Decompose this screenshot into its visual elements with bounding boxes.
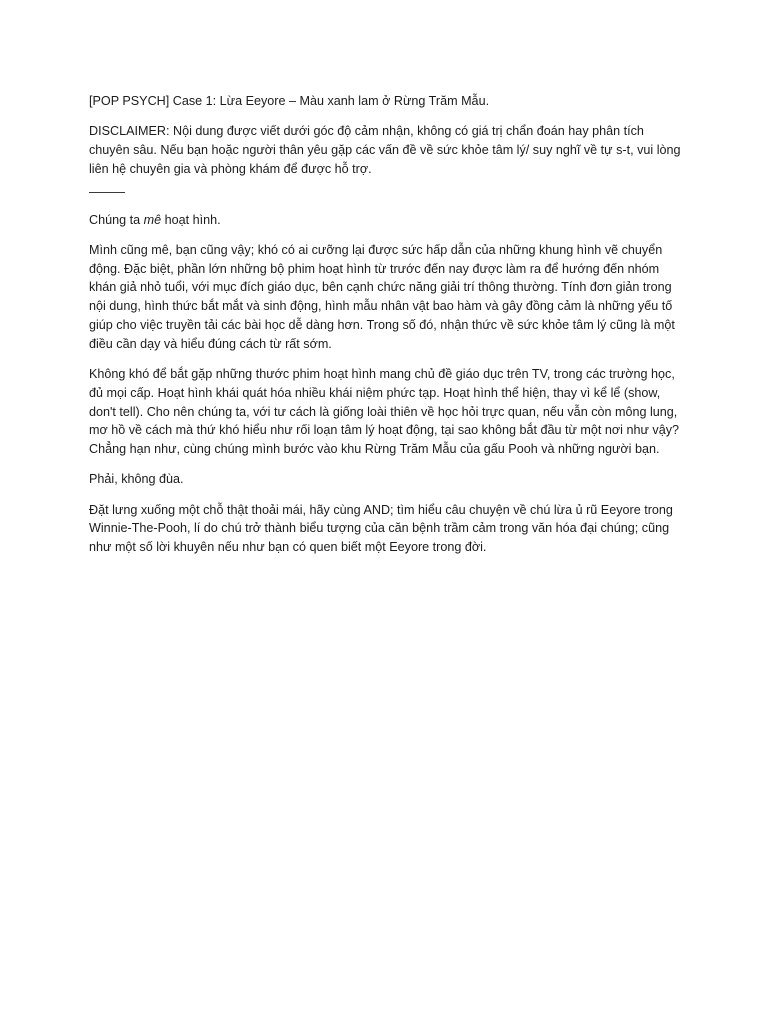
disclaimer-paragraph: DISCLAIMER: Nội dung được viết dưới góc độ cảm nhận, không có giá trị chẩn đoán hay phân tích chuyên sâu. Nếu bạn hoặc người thân yêu gặp các vấn đề về sức khỏe tâm lý/ suy nghĩ về tự s-t, vui lòng liên hệ chuyên gia và phòng khám để được hỗ trợ. [89,124,681,176]
intro-line [89,211,681,230]
short-line-not-joking: Phải, không đùa. [89,472,184,487]
paragraph-eeyore-story: Đặt lưng xuống một chỗ thật thoải mái, hãy cùng AND; tìm hiểu câu chuyện về chú lừa ủ rũ Eeyore trong Winnie-The-Pooh, lí do chú trở thành biểu tượng của căn bệnh trầm cảm trong văn hóa đại chúng; cũng như một số lời khuyên nếu như bạn có quen biết một Eeyore trong đời. [89,502,673,555]
document-title: [POP PSYCH] Case 1: Lừa Eeyore – Màu xanh lam ở Rừng Trăm Mẫu. [89,94,490,108]
document-body [89,92,681,568]
intro-text-before: Chúng ta [89,212,144,227]
intro-text-after: hoạt hình. [161,212,221,227]
section-divider [89,192,125,193]
paragraph-cartoon-appeal: Mình cũng mê, bạn cũng vậy; khó có ai cưỡng lại được sức hấp dẫn của những khung hình vẽ chuyển động. Đặc biệt, phần lớn những bộ phim hoạt hình từ trước đến nay được làm ra để hướng đến nhóm khán giả nhỏ tuổi, với mục đích giáo dục, bên cạnh chức năng giải trí thông thường. Tính đơn giản trong nội dung, hình thức bắt mắt và sinh động, hình mẫu nhân vật bao hàm và gây đồng cảm là những yếu tố giúp cho việc truyền tải các bài học dễ dàng hơn. Trong số đó, nhận thức về sức khỏe tâm lý cũng là một điều cần dạy và hiểu đúng cách từ rất sớm. [89,242,675,351]
intro-emphasis: mê [143,212,162,227]
paragraph-educational-cartoons: Không khó để bắt gặp những thước phim hoạt hình mang chủ đề giáo dục trên TV, trong các trường học, đủ mọi cấp. Hoạt hình khái quát hóa nhiều khái niệm phức tạp. Hoạt hình thể hiện, thay vì kể lể (show, don't tell). Cho nên chúng ta, với tư cách là giống loài thiên về học hỏi trực quan, nếu vẫn còn mông lung, mơ hồ về cách mà thứ khó hiểu như rối loạn tâm lý hoạt động, tại sao không bắt đầu từ một nơi như vậy? Chẳng hạn như, cùng chúng mình bước vào khu Rừng Trăm Mẫu của gấu Pooh và những người bạn. [89,366,679,457]
